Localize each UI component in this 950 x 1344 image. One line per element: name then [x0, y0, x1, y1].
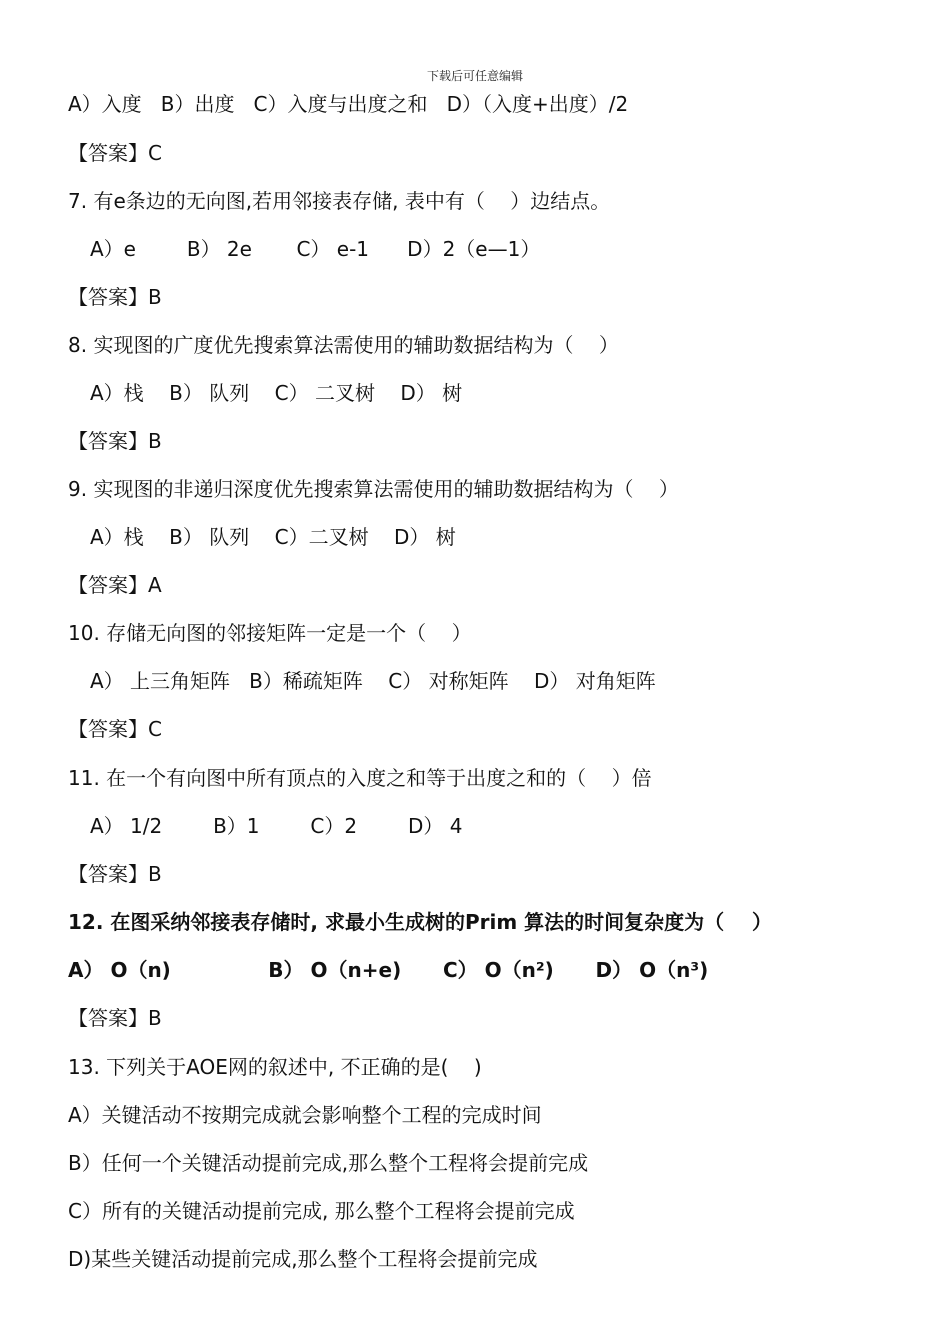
q6-options: A）入度 B）出度 C）入度与出度之和 D）（入度+出度）/2 — [68, 92, 629, 116]
q13-option-a: A）关键活动不按期完成就会影响整个工程的完成时间 — [68, 1103, 542, 1127]
q11-question: 11. 在一个有向图中所有顶点的入度之和等于出度之和的（ ）倍 — [68, 766, 652, 790]
q12-options: A） O（n) B） O（n+e) C） O（n²) D） O（n³) — [68, 958, 709, 982]
q12-answer: 【答案】B — [68, 1006, 162, 1030]
q10-answer: 【答案】C — [68, 717, 162, 741]
q11-answer: 【答案】B — [68, 862, 162, 886]
q7-question: 7. 有e条边的无向图,若用邻接表存储, 表中有（ ）边结点。 — [68, 189, 611, 213]
q8-options: A）栈 B） 队列 C） 二叉树 D） 树 — [90, 381, 463, 405]
q9-options: A）栈 B） 队列 C）二叉树 D） 树 — [90, 525, 456, 549]
q13-option-d: D)某些关键活动提前完成,那么整个工程将会提前完成 — [68, 1247, 538, 1271]
q13-question: 13. 下列关于AOE网的叙述中, 不正确的是( ) — [68, 1055, 482, 1079]
q12-question: 12. 在图采纳邻接表存储时, 求最小生成树的Prim 算法的时间复杂度为（ ） — [68, 910, 772, 934]
q10-options: A） 上三角矩阵 B）稀疏矩阵 C） 对称矩阵 D） 对角矩阵 — [90, 669, 656, 693]
q9-answer: 【答案】A — [68, 573, 162, 597]
q7-options: A）e B） 2e C） e-1 D）2（e—1） — [90, 237, 541, 261]
q6-answer: 【答案】C — [68, 141, 162, 165]
q8-question: 8. 实现图的广度优先搜索算法需使用的辅助数据结构为（ ） — [68, 333, 619, 357]
q13-option-c: C）所有的关键活动提前完成, 那么整个工程将会提前完成 — [68, 1199, 575, 1223]
q10-question: 10. 存储无向图的邻接矩阵一定是一个（ ） — [68, 621, 472, 645]
q7-answer: 【答案】B — [68, 285, 162, 309]
q8-answer: 【答案】B — [68, 429, 162, 453]
page-header: 下载后可任意编辑 — [426, 69, 523, 83]
q11-options: A） 1/2 B）1 C）2 D） 4 — [90, 814, 463, 838]
q9-question: 9. 实现图的非递归深度优先搜索算法需使用的辅助数据结构为（ ） — [68, 477, 679, 501]
q13-option-b: B）任何一个关键活动提前完成,那么整个工程将会提前完成 — [68, 1151, 589, 1175]
